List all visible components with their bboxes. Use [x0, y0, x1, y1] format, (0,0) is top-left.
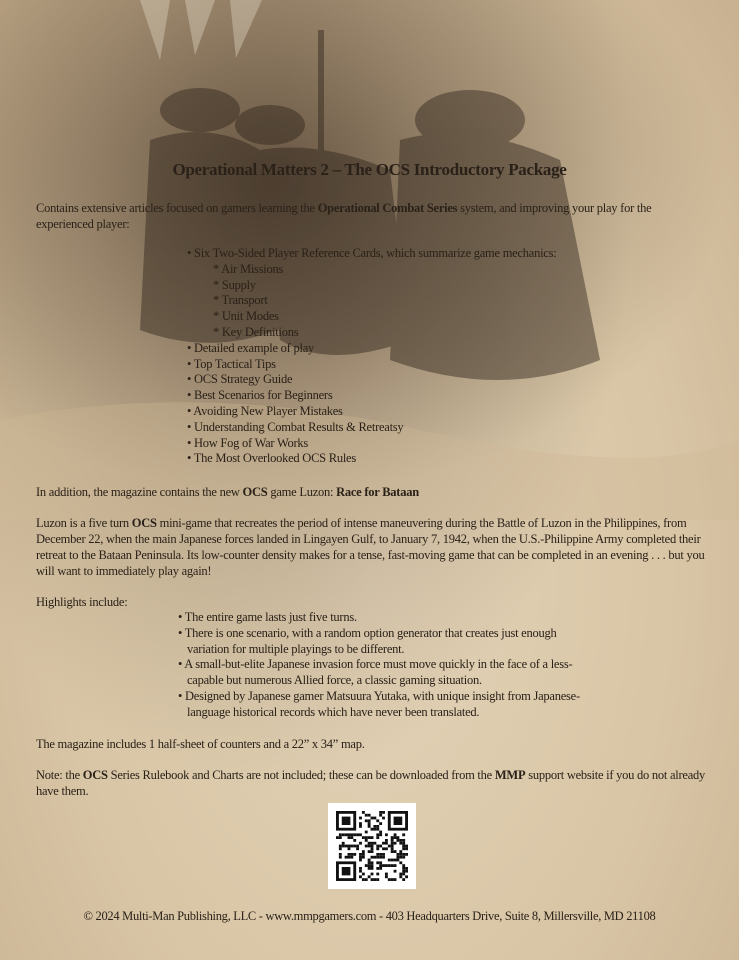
qr-code-icon	[328, 803, 416, 889]
list-item: • Avoiding New Player Mistakes	[187, 403, 343, 418]
includes-paragraph: The magazine includes 1 half-sheet of counters and a 22” x 34” map.	[36, 737, 365, 751]
highlight-item: • Designed by Japanese gamer Matsuura Yutaka, with unique insight from Japanese-language historical records which have never been translated.	[178, 688, 580, 719]
luzon-paragraph: Luzon is a five turn OCS mini-game that recreates the period of intense maneuvering during the Battle of Luzon in the Philippines, from December 22, when the main Japanese forces landed in Lingayen Gulf, to January 7, 1942, when the U.S.-Philippine Army completed their retreat to the Bataan Peninsula. Its low-counter density makes for a tense, fast-moving game that can be completed in an evening . . . but you will want to immediately play again!	[36, 516, 705, 578]
note-paragraph: Note: the OCS Series Rulebook and Charts are not included; these can be downloaded from the MMP support website if you do not already have them.	[36, 768, 706, 798]
list-subitem: * Unit Modes	[213, 309, 279, 324]
list-item: • Best Scenarios for Beginners	[187, 388, 333, 403]
highlight-item: • A small-but-elite Japanese invasion force must move quickly in the face of a less-capable but numerous Allied force, a classic gaming situation.	[178, 657, 573, 688]
list-item: • How Fog of War Works	[187, 435, 309, 450]
list-subitem: * Supply	[213, 277, 256, 292]
page-title: Operational Matters 2 – The OCS Introductory Package	[172, 160, 567, 179]
list-subitem: * Air Missions	[213, 261, 284, 276]
list-subitem: * Transport	[213, 293, 268, 308]
highlight-item: • The entire game lasts just five turns.	[178, 610, 357, 624]
list-item: • OCS Strategy Guide	[187, 372, 293, 387]
ocs-name: Operational Combat Series	[317, 201, 458, 215]
list-item: • Six Two-Sided Player Reference Cards, which summarize game mechanics:	[187, 246, 557, 260]
game-title: Race for Bataan	[336, 485, 419, 499]
footer: © 2024 Multi-Man Publishing, LLC - www.mmpgamers.com - 403 Headquarters Drive, Suite 8, Millersville, MD 21108	[83, 909, 656, 923]
list-subitem: * Key Definitions	[213, 324, 299, 339]
highlights-list	[178, 610, 582, 721]
highlights-label: Highlights include:	[36, 595, 128, 609]
list-item: • Detailed example of play	[187, 340, 314, 355]
addition-paragraph: In addition, the magazine contains the new OCS game Luzon: Race for Bataan	[36, 485, 419, 499]
list-item: • The Most Overlooked OCS Rules	[187, 451, 356, 466]
highlight-item: • There is one scenario, with a random option generator that creates just enough variation for multiple playings to be different.	[178, 625, 557, 656]
articles-list	[187, 246, 647, 467]
list-item: • Top Tactical Tips	[187, 356, 276, 371]
intro-paragraph: Contains extensive articles focused on gamers learning the Operational Combat Series system, and improving your play for the experienced player:	[36, 201, 652, 231]
list-item: • Understanding Combat Results & Retreatsy	[187, 419, 404, 434]
